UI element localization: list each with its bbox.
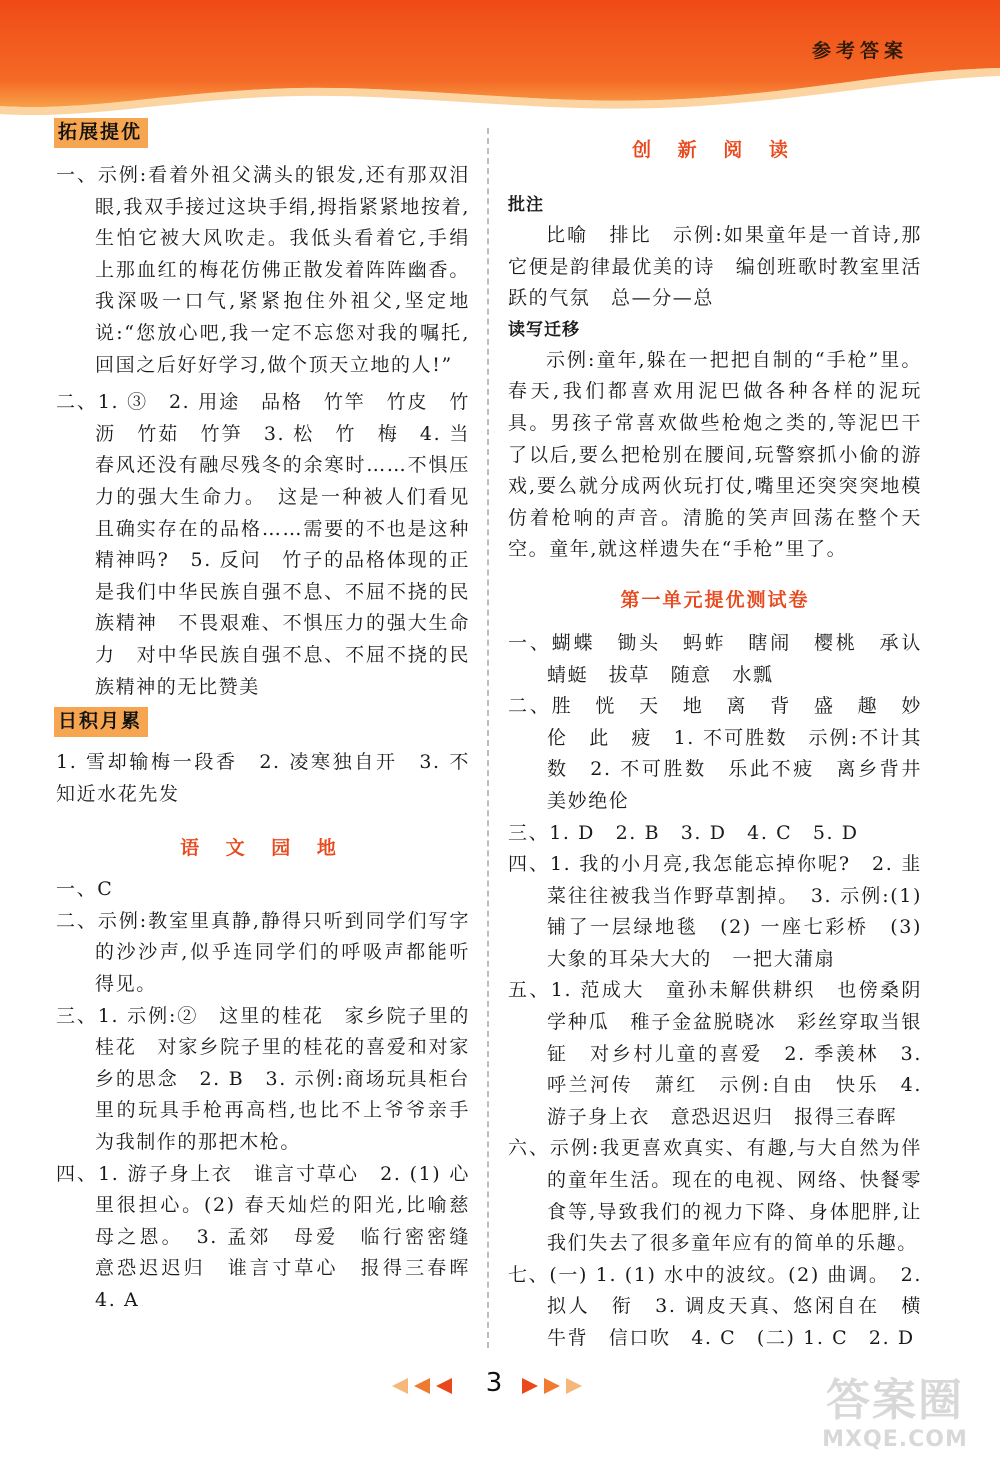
- header-label: 参考答案: [811, 40, 908, 62]
- test-answer-6: 六、示例:我更喜欢真实、有趣,与大自然为伴的童年生活。现在的电视、网络、快餐零食等,导致我们的视力下降、身体肥胖,让我们失去了很多童年应有的简单的乐趣。: [508, 1137, 922, 1255]
- yuandi-answer-2: 二、示例:教室里真静,静得只听到同学们写字的沙沙声,似乎连同学们的呼吸声都能听得见。: [56, 909, 470, 996]
- yuandi-answer-4: 四、1. 游子身上衣 谁言寸草心 2. (1) 心里很担心。(2) 春天灿烂的阳光,比喻慈母之恩。 3. 孟郊 母爱 临行密密缝 意恐迟迟归 谁言寸草心 报得三春晖 4. A: [56, 1162, 491, 1311]
- watermark-logo: 答案圈: [826, 1375, 964, 1426]
- test-answer-2: 二、胜 恍 天 地 离 背 盛 趣 妙 伦 此 疲 1. 不可胜数 示例:不计其数 2. 不可胜数 乐此不疲 离乡背井 美妙绝伦: [508, 695, 943, 812]
- pizhu-label: 批注: [508, 195, 544, 215]
- test-answer-1: 一、蝴蝶 锄头 蚂蚱 瞎闹 樱桃 承认 蜻蜓 拔草 随意 水瓢: [508, 631, 943, 686]
- section-title-test: 第一单元提优测试卷: [620, 588, 810, 611]
- duxie-answer: 示例:童年,躲在一把把自制的“手枪”里。春天,我们都喜欢用泥巴做各种各样的泥玩具。男孩子常喜欢做些枪炮之类的,等泥巴干了以后,要么把枪别在腰间,玩警察抓小偷的游戏,要么就分成两伙玩打仗,嘴里还突突突地模仿着枪响的声音。清脆的笑声回荡在整个天空。童年,就这样遗失在“手枪”里了。: [508, 348, 922, 561]
- section-title-yuwenyuandi: 语 文 园 地: [180, 837, 346, 860]
- yuandi-answer-3: 三、1. 示例:② 这里的桂花 家乡院子里的桂花 对家乡院子里的桂花的喜爱和对家乡的思念 2. B 3. 示例:商场玩具柜台里的玩具手枪再高档,也比不上爷爷亲手为我制作的那把木枪。: [56, 1004, 470, 1154]
- section-tag-rijiyuelei: 日积月累: [54, 707, 148, 737]
- yuandi-answer-1: 一、C: [56, 878, 114, 901]
- rijiyuelei-answer: 1. 雪却输梅一段香 2. 凌寒独自开 3. 不知近水花先发: [56, 751, 470, 805]
- pizhu-answer: 比喻 排比 示例:如果童年是一首诗,那它便是韵律最优美的诗 编创班歌时教室里活跃的气氛 总—分—总: [508, 224, 922, 310]
- section-title-chuangxin: 创 新 阅 读: [632, 139, 798, 161]
- watermark-url: MXQE.COM: [822, 1427, 968, 1452]
- rijiyuelei-heading: [56, 707, 470, 743]
- section-tag-tuozhan: 拓展提优: [54, 118, 148, 148]
- header-band: [0, 0, 1000, 120]
- test-answer-5: 五、1. 范成大 童孙未解供耕织 也傍桑阴学种瓜 稚子金盆脱晓冰 彩丝穿取当银钲 对乡村儿童的喜爱 2. 季羡林 3. 呼兰河传 萧红 示例:自由 快乐 4. 游子身上衣 意恐迟迟归 报得三春晖: [508, 979, 922, 1128]
- arrows-left-icon: [388, 1376, 468, 1396]
- right-column: [508, 118, 943, 1355]
- test-answer-7: 七、(一) 1. (1) 水中的波纹。(2) 曲调。 2. 拟人 衔 3. 调皮天真、悠闲自在 横牛背 信口吹 4. C (二) 1. C 2. D: [508, 1263, 922, 1349]
- tuozhan-heading: [56, 118, 470, 154]
- test-answer-4: 四、1. 我的小月亮,我怎能忘掉你呢? 2. 韭菜往往被我当作野草割掉。 3. 示例:(1) 铺了一层绿地毯 (2) 一座七彩桥 (3) 大象的耳朵大大的 一把大蒲扇: [508, 853, 922, 970]
- arrows-right-icon: [516, 1376, 596, 1396]
- test-answer-3: 三、1. D 2. B 3. D 4. C 5. D: [508, 821, 859, 844]
- tuozhan-answer-1: 一、示例:看着外祖父满头的银发,还有那双泪眼,我双手接过这块手绢,拇指紧紧地按着,生怕它被大风吹走。我低头看着它,手绢上那血红的梅花仿佛正散发着阵阵幽香。我深吸一口气,紧紧抱住外祖父,坚定地说:“您放心吧,我一定不忘您对我的嘱托,回国之后好好学习,做个顶天立地的人!”: [56, 164, 470, 376]
- watermark: [800, 1375, 990, 1455]
- duxie-label: 读写迁移: [508, 319, 580, 340]
- tuozhan-answer-2: 二、1. ③ 2. 用途 品格 竹竿 竹皮 竹沥 竹茹 竹笋 3. 松 竹 梅 4. 当春风还没有融尽残冬的余寒时……不惧压力的强大生命力。 这是一种被人们看见且确实存在的品格……需要的不也是这种精神吗? 5. 反问 竹子的品格体现的正是我们中华民族自强不息、不屈不挠的民族精神 不畏艰难、不惧压力的强大生命力 对中华民族自强不息、不屈不挠的民族精神的无比赞美: [56, 391, 470, 698]
- left-column: [56, 118, 491, 1317]
- page-number: 3: [485, 1368, 503, 1398]
- column-divider: [487, 128, 489, 1348]
